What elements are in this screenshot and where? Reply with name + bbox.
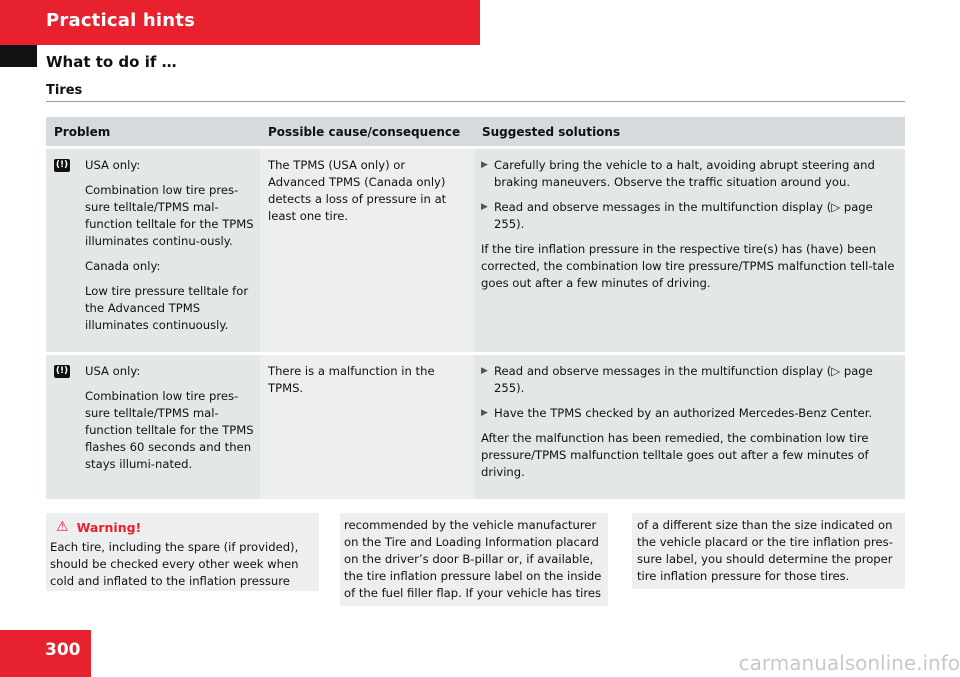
solution-item <box>481 199 898 233</box>
problem-text <box>85 363 254 499</box>
solution-note: If the tire inflation pressure in the respective tire(s) has (have) been corrected, the combination low tire pressure/TPMS malfunction tell-tale goes out after a few minutes of driving. <box>481 242 895 290</box>
cause-cell: There is a malfunction in the TPMS. <box>260 355 474 499</box>
solution-item <box>481 405 898 422</box>
solution-text: Carefully bring the vehicle to a halt, avoiding abrupt steering and braking maneuvers. Observe the traffic situation around you. <box>494 158 875 189</box>
solution-item <box>481 157 898 191</box>
triangle-right-icon: ▶ <box>481 202 488 212</box>
section-divider <box>46 101 905 102</box>
problem-cell <box>46 149 260 352</box>
warning-text: Each tire, including the spare (if provided), should be checked every other week when cold and inflated to the inflation pressure <box>50 540 299 588</box>
cause-cell: The TPMS (USA only) or Advanced TPMS (Canada only) detects a loss of pressure in at least one tire. <box>260 149 474 352</box>
problem-line: Canada only: <box>85 259 161 273</box>
warning-header <box>56 519 141 535</box>
column-header-cause: Possible cause/consequence <box>268 125 461 139</box>
tpms-warning-icon: (!) <box>55 366 69 376</box>
solution-item <box>481 363 898 397</box>
section-tab-marker <box>0 45 37 67</box>
triangle-right-icon: ▶ <box>481 160 488 170</box>
troubleshooting-table <box>46 117 905 499</box>
page-subtitle: What to do if … <box>46 53 177 71</box>
solution-text: Have the TPMS checked by an authorized Mercedes-Benz Center. <box>494 406 873 420</box>
table-row <box>46 352 905 499</box>
table-row <box>46 146 905 352</box>
problem-line: USA only: <box>85 158 141 172</box>
solution-text: Read and observe messages in the multifunction display (▷ page 255). <box>494 364 873 395</box>
warning-box <box>46 513 319 591</box>
solutions-cell <box>474 149 905 352</box>
page-title: Practical hints <box>46 10 196 31</box>
column-header-solutions: Suggested solutions <box>482 125 621 139</box>
warning-continued-text: recommended by the vehicle manufacturer on the Tire and Loading Information placard on the driver’s door B-pillar or, if available, the tire inflation pressure label on the inside of the fuel filler flap. If your vehicle has tires <box>340 513 608 606</box>
problem-line: USA only: <box>85 364 141 378</box>
triangle-right-icon: ▶ <box>481 366 488 376</box>
solution-note: After the malfunction has been remedied, the combination low tire pressure/TPMS malfunction telltale goes out after a few minutes of driving. <box>481 431 869 479</box>
warning-label: Warning! <box>76 519 142 535</box>
problem-line: Combination low tire pres-sure telltale/TPMS mal-function telltale for the TPMS illuminates continu-ously. <box>85 183 254 248</box>
warning-continued-text-2: of a different size than the size indicated on the vehicle placard or the tire inflation pres-sure label, you should determine the proper tire inflation pressure for those tires. <box>632 513 905 589</box>
table-header <box>46 117 905 146</box>
page-number: 300 <box>45 640 81 660</box>
solutions-cell <box>474 355 905 499</box>
problem-cell <box>46 355 260 499</box>
problem-line: Combination low tire pres-sure telltale/TPMS mal-function telltale for the TPMS flashes 60 seconds and then stays illumi-nated. <box>85 389 254 471</box>
triangle-right-icon: ▶ <box>481 408 488 418</box>
solution-text: Read and observe messages in the multifunction display (▷ page 255). <box>494 200 873 231</box>
watermark: carmanualsonline.info <box>738 651 960 675</box>
section-heading: Tires <box>46 83 83 98</box>
problem-line: Low tire pressure telltale for the Advanced TPMS illuminates continuously. <box>85 284 249 332</box>
column-header-problem: Problem <box>54 125 111 139</box>
problem-text <box>85 157 254 352</box>
tpms-warning-icon: (!) <box>55 160 69 170</box>
warning-triangle-icon: ⚠ <box>56 519 69 535</box>
